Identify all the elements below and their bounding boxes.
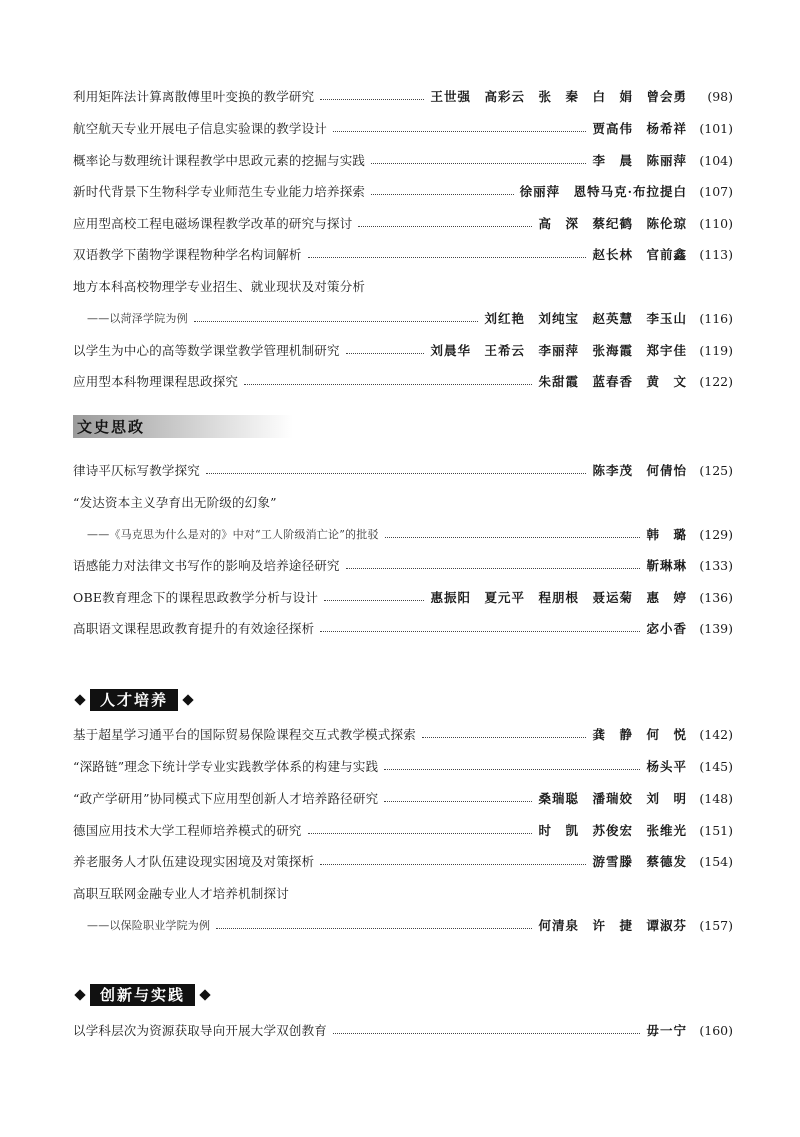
entry-authors: 高 深 蔡纪鹤 陈伦琼 xyxy=(538,216,687,231)
entry-page: (160) xyxy=(699,1022,733,1038)
leader-dots xyxy=(346,341,425,354)
leader-dots xyxy=(194,309,479,322)
diamond-icon xyxy=(182,694,193,705)
toc-entry[interactable] xyxy=(73,371,733,391)
toc-entry[interactable] xyxy=(73,276,733,296)
leader-dots xyxy=(308,245,587,258)
leader-dots xyxy=(308,821,533,834)
leader-dots xyxy=(244,372,532,385)
toc-entry[interactable] xyxy=(73,618,733,638)
toc-entry[interactable] xyxy=(73,724,733,744)
toc-entry[interactable] xyxy=(73,587,733,607)
toc-entry[interactable] xyxy=(73,244,733,264)
toc-entry[interactable] xyxy=(73,820,733,840)
diamond-icon xyxy=(74,694,85,705)
leader-dots xyxy=(371,182,514,195)
entry-authors: 徐丽萍 恩特马克·布拉提白 xyxy=(519,184,687,199)
toc-entry[interactable] xyxy=(73,1020,733,1040)
entry-title: 航空航天专业开展电子信息实验课的教学设计 xyxy=(73,121,328,136)
section-heading-label: 文史思政 xyxy=(77,418,146,436)
entry-page: (116) xyxy=(699,310,733,326)
leader-dots xyxy=(216,916,532,929)
diamond-icon xyxy=(199,989,210,1000)
entry-title: 以学生为中心的高等数学课堂教学管理机制研究 xyxy=(73,343,340,358)
entry-page: (157) xyxy=(699,917,733,933)
toc-entry[interactable] xyxy=(73,181,733,201)
entry-authors: 王世强 高彩云 张 秦 白 娟 曾会勇 xyxy=(430,89,687,104)
entry-title: 律诗平仄标写教学探究 xyxy=(73,463,201,478)
entry-page: (107) xyxy=(699,183,733,199)
entry-authors: 朱甜霞 蓝春香 黄 文 xyxy=(538,374,687,389)
entry-title: 以学科层次为资源获取导向开展大学双创教育 xyxy=(73,1023,328,1038)
toc-entry[interactable] xyxy=(73,340,733,360)
section-heading xyxy=(70,984,215,1006)
toc-entry[interactable] xyxy=(73,86,733,106)
leader-dots xyxy=(346,556,641,569)
leader-dots xyxy=(320,852,586,865)
entry-page: (101) xyxy=(699,120,733,136)
section-heading-label: 人才培养 xyxy=(90,689,178,711)
entry-title: 应用型本科物理课程思政探究 xyxy=(73,374,239,389)
toc-entry[interactable] xyxy=(73,150,733,170)
entry-page: (122) xyxy=(699,373,733,389)
entry-page: (113) xyxy=(699,246,733,262)
toc-entry-subtitle[interactable] xyxy=(73,915,733,935)
entry-title: “发达资本主义孕育出无阶级的幻象” xyxy=(73,495,277,510)
toc-entry[interactable] xyxy=(73,756,733,776)
section-heading-label: 创新与实践 xyxy=(90,984,195,1006)
leader-dots xyxy=(324,588,424,601)
section-heading xyxy=(70,689,198,711)
entry-authors: 宓小香 xyxy=(646,621,687,636)
toc-entry[interactable] xyxy=(73,118,733,138)
entry-page: (154) xyxy=(699,853,733,869)
entry-subtitle: ——以保险职业学院为例 xyxy=(87,919,211,932)
toc-entry[interactable] xyxy=(73,851,733,871)
leader-dots xyxy=(384,789,532,802)
entry-authors: 何清泉 许 捷 谭淑芬 xyxy=(538,918,687,933)
entry-title: 基于超星学习通平台的国际贸易保险课程交互式教学模式探索 xyxy=(73,727,416,742)
entry-page: (142) xyxy=(699,726,733,742)
entry-authors: 靳琳琳 xyxy=(646,558,687,573)
leader-dots xyxy=(206,461,586,474)
entry-page: (129) xyxy=(699,526,733,542)
toc-entry-subtitle[interactable] xyxy=(73,308,733,328)
entry-authors: 刘红艳 刘纯宝 赵英慧 李玉山 xyxy=(484,311,687,326)
entry-title: 利用矩阵法计算离散傅里叶变换的教学研究 xyxy=(73,89,315,104)
entry-authors: 游雪滕 蔡德发 xyxy=(592,854,687,869)
entry-title: 地方本科高校物理学专业招生、就业现状及对策分析 xyxy=(73,279,366,294)
toc-entry-subtitle[interactable] xyxy=(73,524,733,544)
entry-title: 新时代背景下生物科学专业师范生专业能力培养探索 xyxy=(73,184,366,199)
toc-entry[interactable] xyxy=(73,883,733,903)
entry-authors: 刘晨华 王希云 李丽萍 张海霞 郑宇佳 xyxy=(430,343,687,358)
leader-dots xyxy=(333,1021,640,1034)
toc-entry[interactable] xyxy=(73,788,733,808)
entry-authors: 惠振阳 夏元平 程朋根 聂运菊 惠 婷 xyxy=(430,590,687,605)
toc-entry[interactable] xyxy=(73,213,733,233)
entry-title: 应用型高校工程电磁场课程教学改革的研究与探讨 xyxy=(73,216,353,231)
entry-title: 养老服务人才队伍建设现实困境及对策探析 xyxy=(73,854,315,869)
entry-title: “政产学研用”协同模式下应用型创新人才培养路径研究 xyxy=(73,791,379,806)
toc-entry[interactable] xyxy=(73,460,733,480)
entry-page: (145) xyxy=(699,758,733,774)
entry-title: 德国应用技术大学工程师培养模式的研究 xyxy=(73,823,302,838)
entry-authors: 杨头平 xyxy=(646,759,687,774)
section-heading xyxy=(73,415,293,438)
entry-title: 高职语文课程思政教育提升的有效途径探析 xyxy=(73,621,315,636)
entry-authors: 陈李茂 何倩怡 xyxy=(592,463,687,478)
entry-page: (136) xyxy=(699,589,733,605)
entry-page: (119) xyxy=(699,342,733,358)
leader-dots xyxy=(384,757,640,770)
toc-entry[interactable] xyxy=(73,492,733,512)
entry-authors: 毋一宁 xyxy=(646,1023,687,1038)
entry-title: “深路链”理念下统计学专业实践教学体系的构建与实践 xyxy=(73,759,379,774)
leader-dots xyxy=(358,214,532,227)
entry-authors: 桑瑞聪 潘瑞姣 刘 明 xyxy=(538,791,687,806)
entry-subtitle: ——以菏泽学院为例 xyxy=(87,312,188,325)
entry-page: (110) xyxy=(699,215,733,231)
entry-authors: 赵长林 官前鑫 xyxy=(592,247,687,262)
entry-page: (104) xyxy=(699,152,733,168)
entry-title: 概率论与数理统计课程教学中思政元素的挖掘与实践 xyxy=(73,153,366,168)
entry-authors: 李 晨 陈丽萍 xyxy=(592,153,687,168)
leader-dots xyxy=(371,151,586,164)
leader-dots xyxy=(320,87,424,100)
entry-page: (148) xyxy=(699,790,733,806)
entry-page: (133) xyxy=(699,557,733,573)
leader-dots xyxy=(422,725,587,738)
leader-dots xyxy=(333,119,586,132)
entry-page: (98) xyxy=(707,88,733,104)
entry-authors: 韩 璐 xyxy=(646,527,687,542)
entry-title: 高职互联网金融专业人才培养机制探讨 xyxy=(73,886,289,901)
entry-page: (125) xyxy=(699,462,733,478)
entry-page: (151) xyxy=(699,822,733,838)
leader-dots xyxy=(320,619,640,632)
diamond-icon xyxy=(74,989,85,1000)
entry-authors: 贾高伟 杨希祥 xyxy=(592,121,687,136)
entry-title: 双语教学下菌物学课程物种学名构词解析 xyxy=(73,247,302,262)
entry-page: (139) xyxy=(699,620,733,636)
toc-entry[interactable] xyxy=(73,555,733,575)
leader-dots xyxy=(385,525,641,538)
entry-title: OBE教育理念下的课程思政教学分析与设计 xyxy=(73,590,319,605)
entry-title: 语感能力对法律文书写作的影响及培养途径研究 xyxy=(73,558,340,573)
entry-subtitle: ——《马克思为什么是对的》中对“工人阶级消亡论”的批驳 xyxy=(87,528,379,541)
entry-authors: 时 凯 苏俊宏 张维光 xyxy=(538,823,687,838)
entry-authors: 龚 静 何 悦 xyxy=(592,727,687,742)
